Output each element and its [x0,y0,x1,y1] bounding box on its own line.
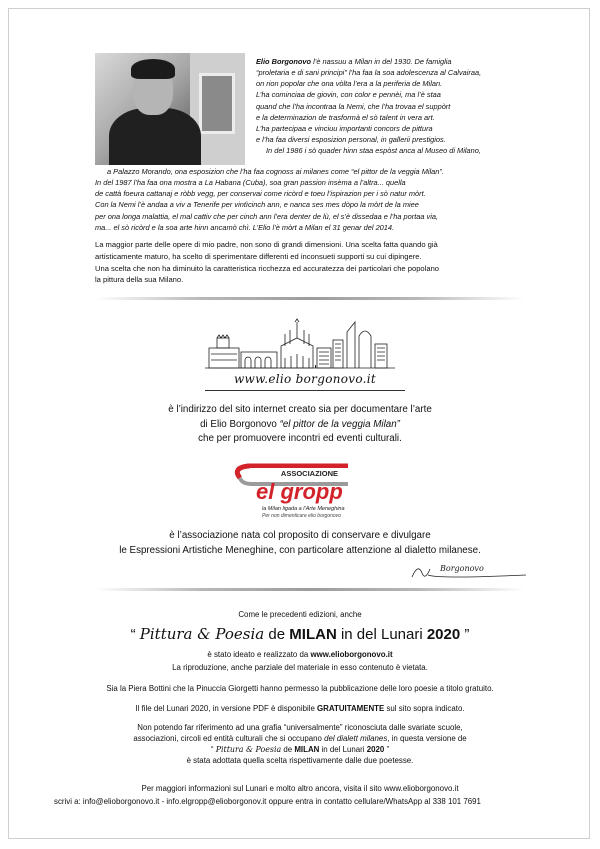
contact-line: scrivi a: info@elioborgonovo.it - info.elgropp@elioborgonov.it oppure entra in contatto cellulare/WhatsApp al 338 101 7691 [54,797,481,806]
logo-tagline-2: Per non dimenticare elio borgonovo [262,513,341,519]
spelling-note: Non potendo far riferimento ad una grafia “universalmente” riconosciuta dalle svariate scuole, associazioni, circoli ed entità culturali che si occupano del dialett milanes, in questa versione de “ Pittura & Poesia de MILAN in del Lunari 2020 ” è stata adottata quella scelta rispettivamente dalle due poetesse. [133,723,467,765]
site-link[interactable]: www.elioborgonovo.it [310,650,393,659]
copyright-notice: La riproduzione, anche parziale del materiale in esso contenuto è vietata. [172,663,428,672]
url-underline [205,390,405,391]
logo-assoc-label: ASSOCIAZIONE [280,469,338,478]
artist-photo [95,53,245,165]
bio-continued: a Palazzo Morando, ona esposizion che l’ha faa cognoss ai milanes come “el pittor de la veggia Milan”. In del 1987 l’ha faa ona mostra a La Habana (Cuba), soa gran passion insèma a l’altra... quella de cattà foeura cattanaj e ròbb vegg, per conservai come ricòrd e toeu l’ispirazion per i sò natur mòrt. Con la Nemi l’è andaa a viv a Tenerife per vintìcinch ann, e nanca ses mes dòpo la mòrt de la miee per ona longa malattia, el mal cattiv che per cinch ann l’era denter de lù, el s’è dissedaa e l’ha portaa via, ma... el sò ricòrd e la soa arte hinn ancamò chì. L’Elio l’è mòrt a Milan el 31 genar del 2014. [95,167,444,232]
milan-skyline-icon [205,318,395,372]
lunari-title: “ Pittura & Poesia de MILAN in del Lunari 2020 ” [130,625,470,643]
bio-note: La maggior parte delle opere di mio padre, non sono di grandi dimensioni. Una scelta fatta quando già artisticamente maturo, ha scelto di sperimentare differenti ed inconsueti supporti su cui dipingere. Una scelta che non ha diminuito la caratteristica ricchezza ed accuratezza dei particolari che popolano la pittura della sua Milano. [95,240,440,285]
site-url-logo[interactable]: www.elio borgonovo.it [233,372,377,386]
site-description: è l’indirizzo del sito internet creato sia per documentare l’arte di Elio Borgonovo “el pittor de la veggia Milan” che per promuovere incontri ed eventi culturali. [168,404,432,445]
divider [95,297,525,300]
logo-tagline: la Milan ligada a l’Arte Meneghina [262,506,345,512]
lunari-lead: Come le precedenti edizioni, anche [238,610,362,619]
association-description: è l’associazione nata col proposito di conservare e divulgare le Espressioni Artistiche Meneghine, con particolare attenzione al dialetto milanese. [119,530,481,556]
signature: Borgonovo [410,561,530,583]
el-gropp-logo [232,456,362,520]
poets-permission: Sia la Piera Bottini che la Pinuccia Giorgetti hanno permesso la pubblicazione delle loro poesie a titolo gratuito. [106,684,494,693]
pdf-availability: Il file del Lunari 2020, in versione PDF è disponibile GRATUITAMENTE sul sito sopra indicato. [135,704,465,713]
logo-name: el gropp [256,479,343,504]
divider [95,588,525,591]
artist-name: Elio Borgonovo [256,57,312,66]
more-info: Per maggiori informazioni sul Lunari e molto altro ancora, visita il sito www.elioborgonovo.it [141,784,459,793]
credit-line: è stato ideato e realizzato da www.elioborgonovo.it [207,650,393,659]
bio-intro: Elio Borgonovo l’è nassuu a Milan in del 1930. De famiglia “proletaria e di sani principi” l’ha faa la soa adolescenza al Calvairaa, on rion popolar che ona vòlta l’era a la periferia de Milan. L’ha cominciaa de giovin, con color e pennèi, ma l’è staa quand che l’ha incontraa la Nemi, che l’ha trovaa el suppòrt e la determinazion de trasformà el sò talent in vera art. L’ha partecipaa e vinciuu importanti concors de pittura e l’ha faa diversi esposizion personal, in gallerii prestigios. In del 1986 i sò quader hinn staa espòst anca al Museo di Milano, [256,57,482,156]
